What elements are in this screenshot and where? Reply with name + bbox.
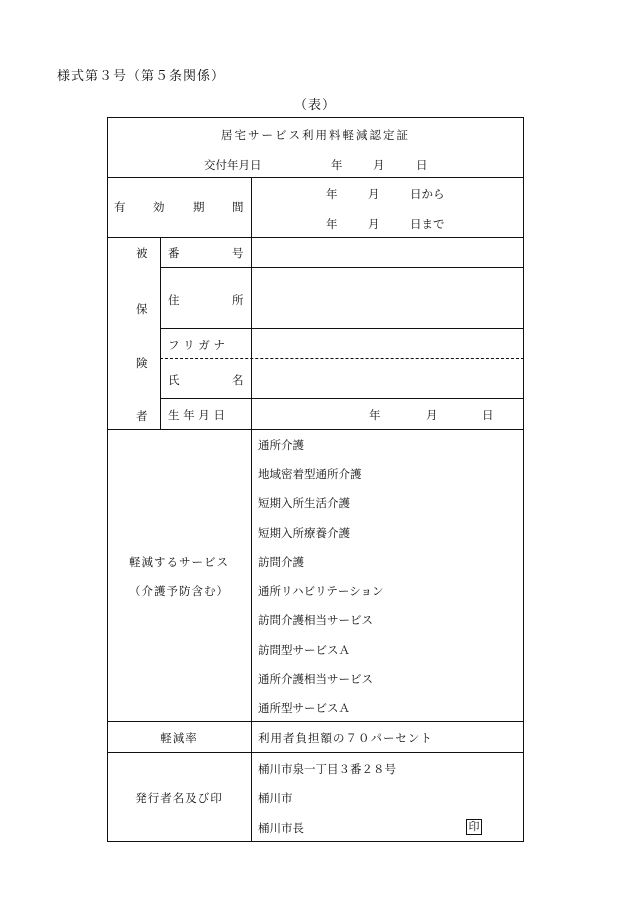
- services-label-note: （介護予防含む）: [129, 584, 229, 598]
- service-item: 地域密着型通所介護: [258, 467, 362, 481]
- divider: [107, 752, 524, 753]
- certificate-title: 居宅サービス利用料軽減認定証: [221, 128, 410, 142]
- birthdate-year: 年: [369, 408, 381, 422]
- divider: [107, 177, 524, 178]
- issue-date-day: 日: [416, 158, 428, 172]
- side-label: （表）: [293, 98, 336, 113]
- name-label-char: 氏: [168, 373, 180, 387]
- services-label: 軽減するサービス: [129, 555, 229, 569]
- issue-date-year: 年: [331, 158, 343, 172]
- issuer-city: 桶川市: [258, 791, 293, 805]
- issuer-address: 桶川市泉一丁目３番２８号: [258, 762, 396, 776]
- validity-to-day: 日まで: [410, 217, 445, 231]
- seal-stamp: 印: [466, 819, 482, 835]
- validity-from-day: 日から: [410, 187, 445, 201]
- birthdate-day: 日: [482, 408, 494, 422]
- address-label-char: 住: [168, 293, 180, 307]
- divider: [107, 721, 524, 722]
- birthdate-label: 生 年 月 日: [168, 408, 225, 422]
- service-item: 通所介護相当サービス: [258, 672, 373, 686]
- form-number: 様式第３号（第５条関係）: [57, 69, 226, 84]
- validity-label-char: 期: [193, 200, 205, 214]
- insured-group-char: 被: [136, 246, 148, 260]
- divider: [160, 328, 524, 329]
- service-item: 通所介護: [258, 438, 304, 452]
- number-label-char: 号: [232, 246, 244, 260]
- service-item: 短期入所生活介護: [258, 496, 350, 510]
- service-item: 短期入所療養介護: [258, 526, 350, 540]
- insured-group-char: 者: [136, 409, 148, 423]
- furigana-divider: [160, 358, 524, 359]
- service-item: 通所リハビリテーション: [258, 584, 384, 598]
- divider: [160, 267, 524, 268]
- validity-label-char: 有: [114, 200, 126, 214]
- divider: [107, 237, 524, 238]
- reduction-label: 軽減率: [160, 731, 198, 745]
- validity-to-month: 月: [368, 217, 380, 231]
- validity-to-year: 年: [326, 217, 338, 231]
- service-item: 通所型サービスＡ: [258, 701, 350, 715]
- service-item: 訪問介護相当サービス: [258, 613, 373, 627]
- validity-label-char: 効: [153, 200, 165, 214]
- column-divider: [160, 237, 161, 429]
- column-divider: [251, 177, 252, 842]
- service-item: 訪問型サービスＡ: [258, 643, 350, 657]
- furigana-label: フ リ ガ ナ: [168, 338, 225, 352]
- validity-from-month: 月: [368, 187, 380, 201]
- issue-date-label: 交付年月日: [204, 158, 262, 172]
- number-label-char: 番: [168, 246, 180, 260]
- name-label-char: 名: [232, 373, 244, 387]
- validity-label-char: 間: [232, 200, 244, 214]
- divider: [160, 398, 524, 399]
- address-label-char: 所: [232, 293, 244, 307]
- insured-group-char: 険: [136, 356, 148, 370]
- reduction-value: 利用者負担額の７０パーセント: [258, 731, 433, 745]
- issuer-label: 発行者名及び印: [135, 791, 223, 805]
- issuer-mayor: 桶川市長: [258, 821, 304, 835]
- birthdate-month: 月: [426, 408, 438, 422]
- service-item: 訪問介護: [258, 555, 304, 569]
- issue-date-month: 月: [373, 158, 385, 172]
- divider: [107, 429, 524, 430]
- validity-from-year: 年: [326, 187, 338, 201]
- insured-group-char: 保: [136, 302, 148, 316]
